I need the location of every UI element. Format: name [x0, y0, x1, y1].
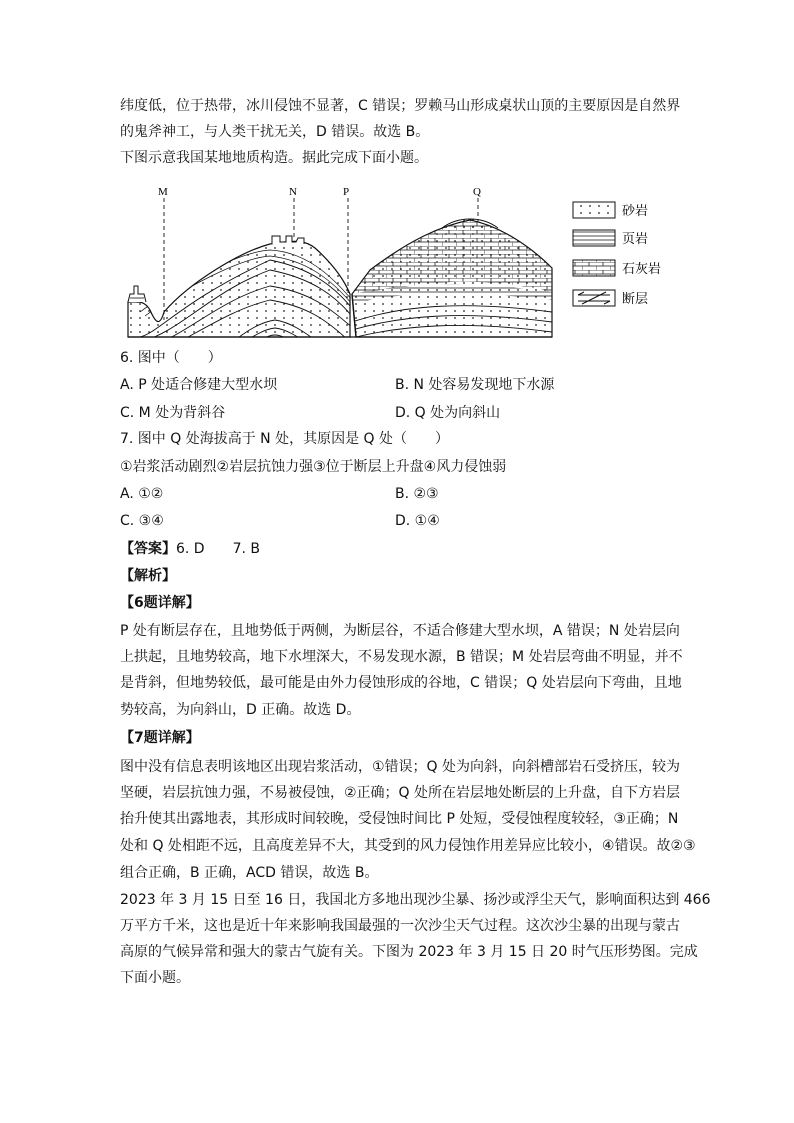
right-rock-block: [352, 208, 552, 338]
next-passage-line-1: 2023 年 3 月 15 日至 16 日，我国北方多地出现沙尘暴、扬沙或浮尘天气，影响面积达到 466: [120, 892, 711, 908]
next-passage-line-3: 高原的气候异常和强大的蒙古气旋有关。下图为 2023 年 3 月 15 日 20 时气压形势图。完成: [120, 944, 698, 960]
legend-fault-label: 断层: [622, 292, 649, 307]
detail-7-line-5: 组合正确，B 正确，ACD 错误，故选 B。: [120, 865, 379, 881]
geologic-cross-section-diagram: [120, 182, 680, 344]
legend-limestone-swatch: [573, 260, 615, 276]
legend-sandstone-label: 砂岩: [622, 204, 649, 219]
detail-7-line-1: 图中没有信息表明该地区出现岩浆活动，①错误；Q 处为向斜，向斜槽部岩石受挤压，较为: [120, 759, 681, 775]
q7-statements: ①岩浆活动剧烈②岩层抗蚀力强③位于断层上升盘④风力侵蚀弱: [120, 459, 507, 475]
q7-option-d: D. ①④: [395, 513, 440, 529]
intro-line-3: 下图示意我国某地地质构造。据此完成下面小题。: [120, 150, 428, 166]
q6-stem: 6. 图中（ ）: [120, 350, 222, 366]
answer-line: [120, 539, 260, 559]
legend-shale-label: 页岩: [622, 232, 649, 247]
answer-value: 6. D 7. B: [176, 541, 260, 557]
q7-option-b: B. ②③: [395, 486, 439, 502]
legend-limestone-label: 石灰岩: [622, 262, 662, 277]
label-N: N: [289, 186, 297, 198]
label-Q: Q: [473, 186, 481, 198]
legend-shale-swatch: [573, 230, 615, 246]
q6-option-c: C. M 处为背斜谷: [120, 405, 226, 421]
q6-option-b: B. N 处容易发现地下水源: [395, 377, 555, 393]
intro-line-2: 的鬼斧神工，与人类干扰无关，D 错误。故选 B。: [120, 124, 430, 140]
detail-6-line-3: 是背斜，但地势较低，最可能是由外力侵蚀形成的谷地，C 错误；Q 处岩层向下弯曲，且地: [120, 675, 682, 691]
q7-option-c: C. ③④: [120, 513, 164, 529]
q6-option-a: A. P 处适合修建大型水坝: [120, 377, 278, 393]
detail-7-line-2: 坚硬，岩层抗蚀力强，不易被侵蚀，②正确；Q 处所在岩层地处断层的上升盘，自下方岩层: [120, 785, 681, 801]
label-P: P: [343, 186, 350, 198]
intro-line-1: 纬度低，位于热带，冰川侵蚀不显著，C 错误；罗赖马山形成桌状山顶的主要原因是自然界: [120, 98, 681, 114]
detail-7-line-3: 抬升使其出露地表，其形成时间较晚，受侵蚀时间比 P 处短，受侵蚀程度较轻，③正确；N: [120, 811, 679, 827]
label-M: M: [158, 186, 168, 198]
answer-label: 【答案】: [120, 541, 176, 557]
q7-option-a: A. ①②: [120, 486, 164, 502]
detail-6-line-2: 上拱起，且地势较高，地下水埋深大，不易发现水源，B 错误；M 处岩层弯曲不明显，并不: [120, 649, 683, 665]
detail-6-line-1: P 处有断层存在，且地势低于两侧，为断层谷，不适合修建大型水坝，A 错误；N 处岩层向: [120, 623, 680, 639]
detail-6-label: 【6题详解】: [120, 595, 200, 611]
next-passage-line-4: 下面小题。: [120, 970, 190, 986]
left-rock-block: [128, 236, 355, 344]
q6-option-d: D. Q 处为向斜山: [395, 405, 501, 421]
q7-stem: 7. 图中 Q 处海拔高于 N 处，其原因是 Q 处（ ）: [120, 431, 450, 447]
legend-sandstone-swatch: [573, 202, 615, 218]
next-passage-line-2: 万平方千米，这也是近十年来影响我国最强的一次沙尘天气过程。这次沙尘暴的出现与蒙古: [120, 918, 680, 934]
legend: [573, 202, 661, 307]
analysis-label: 【解析】: [120, 568, 176, 584]
detail-6-line-4: 势较高，为向斜山，D 正确。故选 D。: [120, 702, 361, 718]
detail-7-label: 【7题详解】: [120, 730, 200, 746]
detail-7-line-4: 处和 Q 处相距不远，且高度差异不大，其受到的风力侵蚀作用差异应比较小，④错误。故②③: [120, 838, 696, 854]
